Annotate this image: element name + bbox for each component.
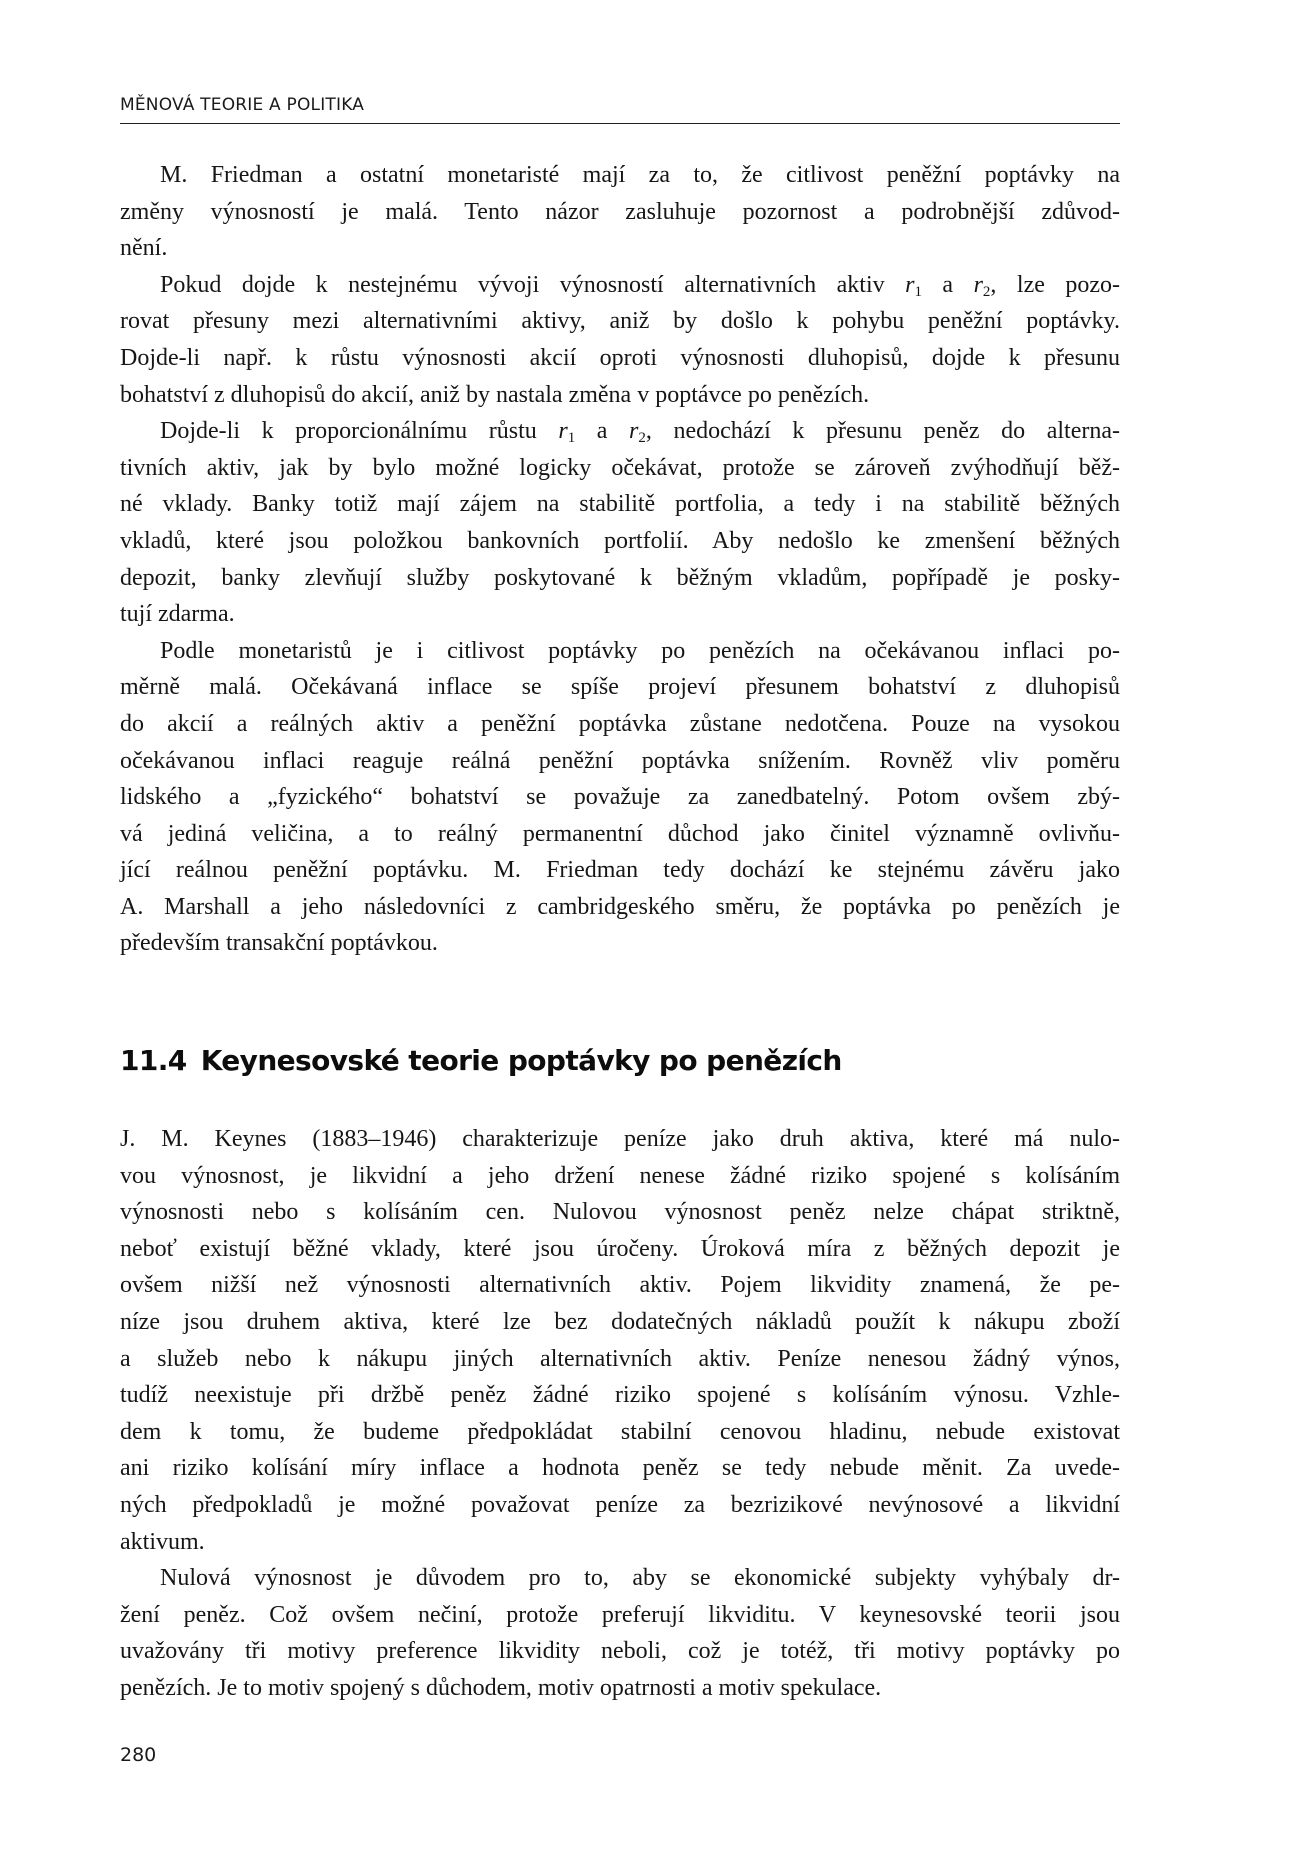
text-line: Pokud dojde k nestejnému vývoji výnosností alternativních aktiv $r_1$ a $r_2$, lze pozo- <box>160 271 1121 300</box>
text-line: především transakční poptávkou. <box>120 930 438 957</box>
paragraph <box>120 157 1120 267</box>
section-title: Keynesovské teorie poptávky po penězích <box>200 1044 842 1077</box>
text-line: tivních aktiv, jak by bylo možné logicky očekávat, protože se zároveň zvýhodňují běž- <box>120 454 1120 481</box>
text-line: tudíž neexistuje při držbě peněz žádné riziko spojené s kolísáním výnosu. Vzhle- <box>120 1382 1120 1409</box>
text-line: ných předpokladů je možné považovat peníze za bezrizikové nevýnosové a likvidní <box>120 1491 1120 1518</box>
text-line: očekávanou inflaci reaguje reálná peněžní poptávka snížením. Rovněž vliv poměru <box>120 747 1120 774</box>
text-line: depozit, banky zlevňují služby poskytované k běžným vkladům, popřípadě je posky- <box>120 564 1120 591</box>
text-line: vou výnosnost, je likvidní a jeho držení nenese žádné riziko spojené s kolísáním <box>120 1162 1120 1189</box>
text-line: do akcií a reálných aktiv a peněžní poptávka zůstane nedotčena. Pouze na vysokou <box>120 710 1120 737</box>
section-number: 11.4 <box>120 1044 187 1077</box>
text-line: měrně malá. Očekávaná inflace se spíše projeví přesunem bohatství z dluhopisů <box>120 674 1120 701</box>
math-symbol-r1: $r_1$ <box>905 271 922 300</box>
text-line: výnosnosti nebo s kolísáním cen. Nulovou výnosnost peněz nelze chápat striktně, <box>120 1199 1120 1226</box>
text-line: žení peněz. Což ovšem nečiní, protože preferují likviditu. V keynesovské teorii jsou <box>120 1601 1120 1628</box>
text-line: Dojde-li k proporcionálnímu růstu $r_1$ a $r_2$, nedochází k přesunu peněz do alterna- <box>160 418 1120 447</box>
text-line: rovat přesuny mezi alternativními aktivy, aniž by došlo k pohybu peněžní poptávky. <box>120 308 1120 335</box>
paragraph <box>120 413 1120 633</box>
text-line: M. Friedman a ostatní monetaristé mají za to, že citlivost peněžní poptávky na <box>160 162 1120 188</box>
body-text-section-1 <box>120 157 1120 962</box>
text-line: ani riziko kolísání míry inflace a hodnota peněz se tedy nebude měnit. Za uvede- <box>120 1455 1120 1482</box>
text-line: níze jsou druhem aktiva, které lze bez dodatečných nákladů použít k nákupu zboží <box>120 1308 1120 1335</box>
text-line: změny výnosností je malá. Tento názor zasluhuje pozornost a podrobnější zdůvod- <box>120 198 1120 225</box>
math-symbol-r1: $r_1$ <box>558 418 576 447</box>
paragraph <box>120 1121 1120 1560</box>
text-line: aktivum. <box>120 1528 205 1555</box>
running-head: MĚNOVÁ TEORIE A POLITIKA <box>120 94 1120 124</box>
text-line: bohatství z dluhopisů do akcií, aniž by nastala změna v poptávce po penězích. <box>120 381 870 408</box>
math-symbol-r2: $r_2$ <box>973 271 991 300</box>
text-line: ovšem nižší než výnosnosti alternativních aktiv. Pojem likvidity znamená, že pe- <box>120 1272 1120 1299</box>
section-heading <box>120 1043 842 1079</box>
text-line: penězích. Je to motiv spojený s důchodem, motiv opatrnosti a motiv spekulace. <box>120 1674 882 1701</box>
text-line: Podle monetaristů je i citlivost poptávky po penězích na očekávanou inflaci po- <box>160 637 1120 664</box>
text-line: a služeb nebo k nákupu jiných alternativních aktiv. Peníze nenesou žádný výnos, <box>120 1345 1120 1372</box>
page-number: 280 <box>120 1744 157 1766</box>
text-line: jící reálnou peněžní poptávku. M. Friedman tedy dochází ke stejnému závěru jako <box>120 857 1120 884</box>
math-symbol-r2: $r_2$ <box>629 418 646 447</box>
body-text-section-2 <box>120 1121 1120 1707</box>
paragraph <box>120 633 1120 962</box>
text-line: nění. <box>120 235 168 262</box>
paragraph <box>120 267 1120 413</box>
text-line: né vklady. Banky totiž mají zájem na stabilitě portfolia, a tedy i na stabilitě běžných <box>120 491 1120 518</box>
paragraph <box>120 1560 1120 1706</box>
text-line: lidského a „fyzického“ bohatství se považuje za zanedbatelný. Potom ovšem zbý- <box>120 784 1120 811</box>
text-line: A. Marshall a jeho následovníci z cambridgeského směru, že poptávka po penězích je <box>120 893 1120 920</box>
text-line: Nulová výnosnost je důvodem pro to, aby se ekonomické subjekty vyhýbaly dr- <box>160 1565 1120 1592</box>
text-line: J. M. Keynes (1883–1946) charakterizuje peníze jako druh aktiva, které má nulo- <box>120 1126 1120 1152</box>
text-line: vá jediná veličina, a to reálný permanentní důchod jako činitel významně ovlivňu- <box>120 820 1120 847</box>
text-line: Dojde-li např. k růstu výnosnosti akcií oproti výnosnosti dluhopisů, dojde k přesunu <box>120 344 1120 371</box>
text-line: vkladů, které jsou položkou bankovních portfolií. Aby nedošlo ke zmenšení běžných <box>120 527 1120 554</box>
text-line: dem k tomu, že budeme předpokládat stabilní cenovou hladinu, nebude existovat <box>120 1418 1120 1445</box>
text-line: tují zdarma. <box>120 601 235 628</box>
text-line: neboť existují běžné vklady, které jsou úročeny. Úroková míra z běžných depozit je <box>120 1235 1120 1262</box>
text-line: uvažovány tři motivy preference likvidity neboli, což je totéž, tři motivy poptávky po <box>120 1638 1120 1665</box>
